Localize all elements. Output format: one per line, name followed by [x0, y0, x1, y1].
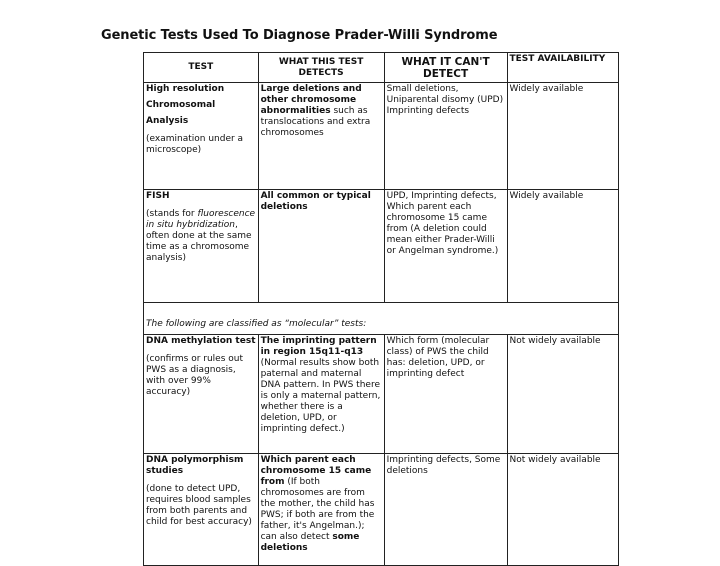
detects-rest: such as translocations and extra chromosomes	[260, 106, 371, 138]
test-name: High resolution	[146, 84, 225, 94]
test-cell	[144, 83, 259, 190]
molecular-note-row	[144, 303, 619, 335]
test-note: (examination under a microscope)	[146, 134, 244, 155]
table-row	[144, 83, 619, 190]
test-note: (confirms or rules out PWS as a diagnosis, with over 99% accuracy)	[146, 354, 243, 397]
detects-cell	[258, 83, 384, 190]
test-name: DNA methylation test	[146, 336, 256, 346]
test-name: Chromosomal	[146, 100, 216, 110]
cant-detect-cell: Which form (molecular class) of PWS the child has: deletion, UPD, or imprinting defect	[384, 335, 507, 454]
cant-detect-cell: Small deletions, Uniparental disomy (UPD) Imprinting defects	[384, 83, 507, 190]
detects-bold: The imprinting pattern in region 15q11-q13	[260, 336, 377, 357]
test-note: (done to detect UPD, requires blood samples from both parents and child for best accuracy)	[146, 484, 252, 527]
detects-bold: All common or typical deletions	[260, 191, 371, 212]
detects-rest: (Normal results show both paternal and maternal DNA pattern. In PWS there is only a maternal pattern, whether there is a deletion, UPD, or imprinting defect.)	[260, 358, 381, 434]
test-name: FISH	[146, 191, 170, 201]
page-title: Genetic Tests Used To Diagnose Prader-Willi Syndrome	[101, 28, 498, 43]
header-detects: WHAT THIS TEST DETECTS	[258, 53, 384, 83]
availability-cell: Widely available	[507, 83, 618, 190]
availability-cell: Widely available	[507, 190, 618, 303]
detects-cell	[258, 335, 384, 454]
availability-cell: Not widely available	[507, 335, 618, 454]
header-cant-detect: WHAT IT CAN'T DETECT	[384, 53, 507, 83]
cant-detect-cell: UPD, Imprinting defects, Which parent each chromosome 15 came from (A deletion could mean either Prader-Willi or Angelman syndrome.)	[384, 190, 507, 303]
header-test: TEST	[144, 53, 259, 83]
test-cell	[144, 454, 259, 566]
detects-cell	[258, 454, 384, 566]
detects-cell	[258, 190, 384, 303]
detects-bold-end: some deletions	[260, 532, 360, 553]
detects-rest: (If both chromosomes are from the mother, the child has PWS; if both are from the father, it's Angelman.); can also detect	[260, 477, 375, 542]
test-note: (stands for fluorescence in situ hybridization, often done at the same time as a chromosome analysis)	[146, 209, 256, 263]
test-cell	[144, 335, 259, 454]
cant-detect-cell: Imprinting defects, Some deletions	[384, 454, 507, 566]
header-availability: TEST AVAILABILITY	[507, 53, 618, 83]
table-header-row	[144, 53, 619, 83]
availability-cell: Not widely available	[507, 454, 618, 566]
test-name: Analysis	[146, 116, 189, 126]
table-row	[144, 454, 619, 566]
table-row	[144, 190, 619, 303]
detects-bold: Which parent each chromosome 15 came from	[260, 455, 372, 487]
test-cell	[144, 190, 259, 303]
genetic-tests-table	[143, 52, 619, 566]
test-name: DNA polymorphism studies	[146, 455, 244, 476]
detects-bold: Large deletions and other chromosome abnormalities	[260, 84, 362, 116]
table-row	[144, 335, 619, 454]
molecular-note: The following are classified as “molecular” tests:	[144, 303, 619, 335]
